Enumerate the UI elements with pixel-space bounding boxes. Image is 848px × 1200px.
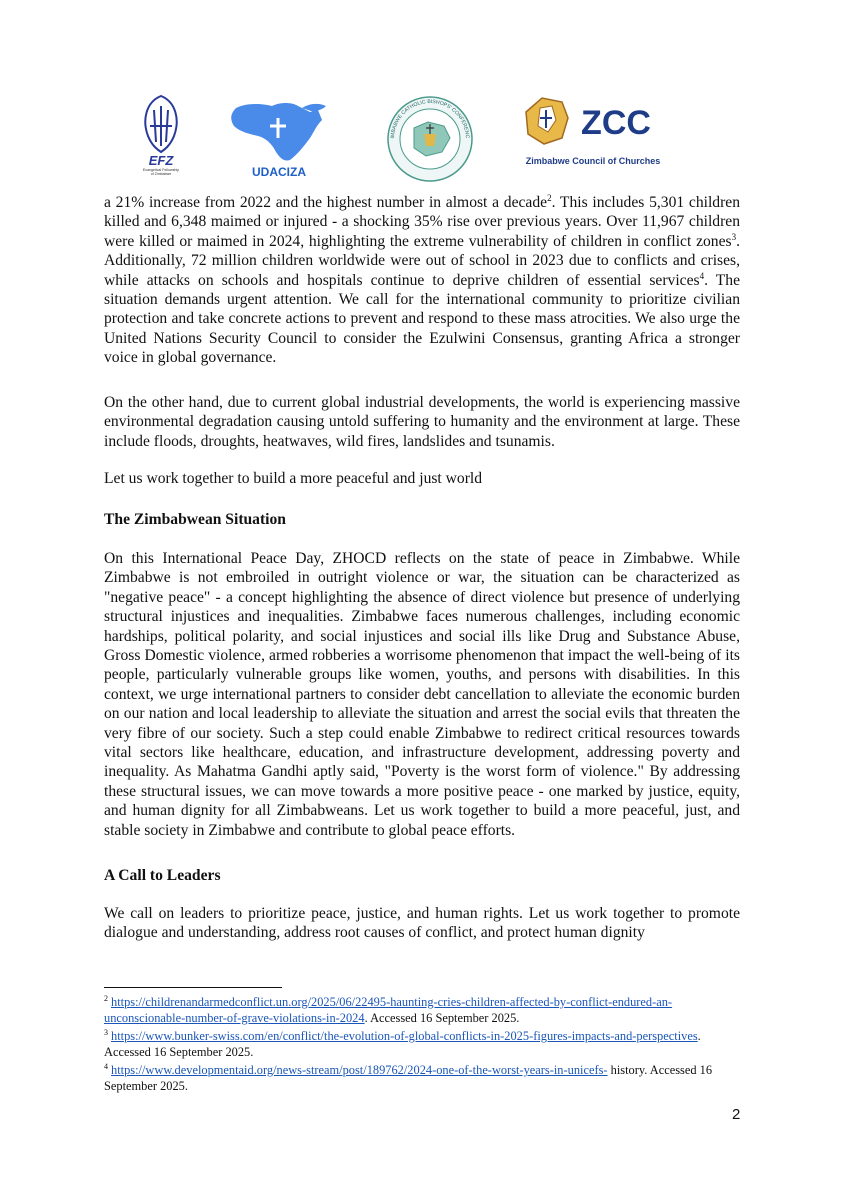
svg-text:EFZ: EFZ <box>148 153 174 168</box>
svg-text:ZIMBABWE CATHOLIC BISHOPS' CON: IMBABWE CATHOLIC BISHOPS' CONFERENC <box>389 98 471 139</box>
footnote-2: $^2$ https://childrenandarmedconflict.un.org/2025/06/22495-haunting-cries-children-affected-by-conflict-endured-an-unconscionable-number-of-grave-violations-in-2024. Accessed 16 September 2025. <box>104 993 673 1025</box>
footnotes <box>104 994 744 1096</box>
svg-text:ZCC: ZCC <box>581 104 651 142</box>
footnote-3-link[interactable]: https://www.bunker-swiss.com/en/conflict/the-evolution-of-global-conflicts-in-2025-figures-impacts-and-perspectives <box>111 1029 698 1043</box>
svg-text:Evangelical Fellowship: Evangelical Fellowship <box>142 168 180 172</box>
footnote-divider <box>104 987 282 988</box>
efz-logo <box>132 92 190 176</box>
zcc-logo <box>518 92 668 172</box>
paragraph-2: On the other hand, due to current global industrial developments, the world is experiencing massive environmental degradation causing untold suffering to humanity and the environment at large. These include floods, droughts, heatwaves, wild fires, landslides and tsunamis. <box>104 394 740 450</box>
zcbc-logo <box>366 94 494 184</box>
paragraph-5: We call on leaders to prioritize peace, justice, and human rights. Let us work together to promote dialogue and understanding, address root causes of conflict, and protect human dignity <box>104 905 740 942</box>
footnote-3: $^3$ https://www.bunker-swiss.com/en/conflict/the-evolution-of-global-conflicts-in-2025-figures-impacts-and-perspectives. Accessed 16 September 2025. <box>104 1027 701 1059</box>
svg-text:Zimbabwe Council of Churches: Zimbabwe Council of Churches <box>525 156 661 166</box>
footnote-ref-4[interactable]: 4 <box>699 270 705 281</box>
section-heading-call-to-leaders: A Call to Leaders <box>104 867 221 884</box>
svg-text:of Zimbabwe: of Zimbabwe <box>150 172 172 176</box>
paragraph-1: a 21% increase from 2022 and the highest number in almost a decade$^2$. This includes 5,301 children killed and 6,348 maimed or injured - a shocking 35% rise over previous years. Over 11,967 children were killed or maimed in 2024, highlighting the extreme vulnerability of children in conflict zones$^3$. Additionally, 72 million children worldwide were out of school in 2023 due to conflicts and crises, while attacks on schools and hospitals continue to deprive children of essential services$^4$. The situation demands urgent attention. We call for the international community to prioritize civilian protection and take concrete actions to prevent and respond to these mass atrocities. We also urge the United Nations Security Council to consider the Ezulwini Consensus, granting Africa a stronger voice in global governance. <box>104 192 740 367</box>
page-number: 2 <box>732 1106 741 1123</box>
paragraph-4: On this International Peace Day, ZHOCD reflects on the state of peace in Zimbabwe. While Zimbabwe is not embroiled in outright violence or war, the situation can be characterized as "negative peace" - a concept highlighting the absence of direct violence but presence of underlying structural injustices and inequalities. Zimbabwe faces numerous challenges, including economic hardships, political polarity, and social injustices and social ills like Drug and Substance Abuse, Gross Domestic violence, armed robberies a worrisome phenomenon that impact the well-being of its people, particularly vulnerable groups like women, youths, and persons with disabilities. In this context, we urge international partners to consider debt cancellation to alleviate the economic burden on our nation and local leadership to alleviate the situation and arrest the social evils that threaten the very fibre of our society. Such a step could enable Zimbabwe to redirect critical resources towards vital sectors like healthcare, education, and infrastructure development, addressing poverty and inequality. As Mahatma Gandhi aptly said, "Poverty is the worst form of violence." By addressing these structural issues, we can move towards a more positive peace - one marked by justice, equity, and human dignity for all Zimbabweans. Let us work together to build a more peaceful, just, and stable society in Zimbabwe and contribute to global peace efforts. <box>104 550 740 839</box>
footnote-4-link[interactable]: https://www.developmentaid.org/news-stream/post/189762/2024-one-of-the-worst-years-in-unicefs- <box>111 1063 608 1077</box>
footnote-ref-3[interactable]: 3 <box>731 231 737 242</box>
svg-text:UDACIZA: UDACIZA <box>252 165 306 179</box>
footnote-ref-2[interactable]: 2 <box>547 192 552 203</box>
udaciza-logo <box>218 98 340 180</box>
footnote-4: $^4$ https://www.developmentaid.org/news-stream/post/189762/2024-one-of-the-worst-years-in-unicefs- history. Accessed 16 September 2025. <box>104 1061 713 1093</box>
paragraph-3: Let us work together to build a more peaceful and just world <box>104 470 483 487</box>
section-heading-zimbabwean-situation: The Zimbabwean Situation <box>104 511 286 528</box>
footnote-2-link[interactable]: https://childrenandarmedconflict.un.org/2025/06/22495-haunting-cries-children-affected-by-conflict-endured-an-unconscionable-number-of-grave-violations-in-2024 <box>104 995 673 1025</box>
